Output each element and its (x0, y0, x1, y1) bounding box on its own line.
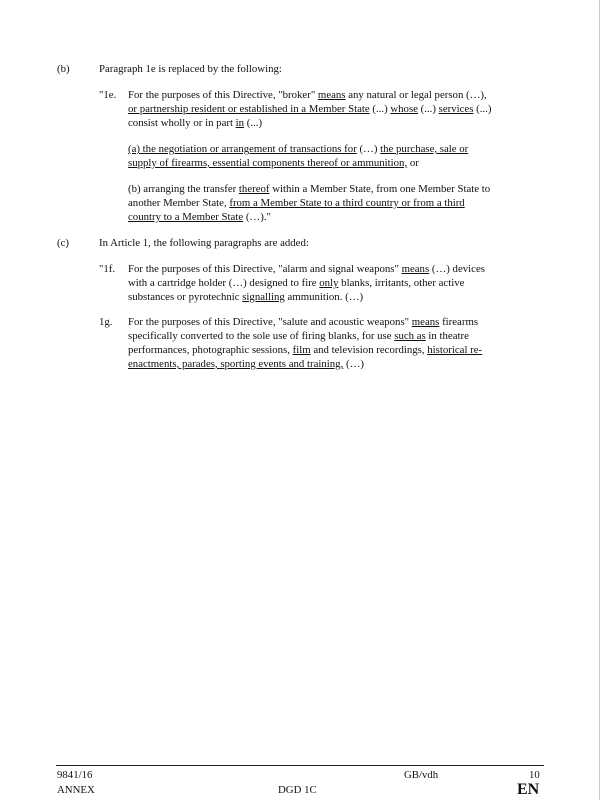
para-1e-line-1: For the purposes of this Directive, "broker" means any natural or legal person (…), (128, 89, 487, 101)
footer-initials: GB/vdh (404, 769, 439, 781)
para-1e-number: "1e. (99, 89, 117, 101)
para-1e-b-line-1: (b) arranging the transfer thereof within a Member State, from one Member State to (128, 183, 491, 195)
footer-rule (56, 765, 544, 766)
para-1f-number: "1f. (99, 263, 116, 275)
para-1f-line-2: with a cartridge holder (…) designed to fire only blanks, irritants, other active (128, 277, 465, 289)
para-1e-line-2: or partnership resident or established in a Member State (...) whose (...) services (...) (128, 103, 492, 115)
para-1e-a-line-1: (a) the negotiation or arrangement of transactions for (…) the purchase, sale or (128, 143, 469, 155)
section-b-heading: Paragraph 1e is replaced by the following: (99, 63, 282, 75)
para-1f-line-3: substances or pyrotechnic signalling ammunition. (…) (128, 291, 364, 303)
para-1f-line-1: For the purposes of this Directive, "alarm and signal weapons" means (…) devices (128, 263, 485, 275)
para-1g-line-2: specifically converted to the sole use of firing blanks, for use such as in theatre (128, 330, 469, 342)
footer-doc-number: 9841/16 (57, 769, 93, 781)
para-1g-line-3: performances, photographic sessions, film and television recordings, historical re- (128, 344, 483, 356)
para-1g-number: 1g. (99, 316, 113, 328)
para-1e-a-line-2: supply of firearms, essential components thereof or ammunition, or (128, 157, 419, 169)
para-1e-line-3: consist wholly or in part in (...) (128, 117, 263, 129)
footer-annex: ANNEX (57, 784, 95, 796)
footer-language: EN (517, 781, 540, 798)
footer-page-number: 10 (529, 769, 540, 781)
para-1g-line-1: For the purposes of this Directive, "salute and acoustic weapons" means firearms (128, 316, 479, 328)
para-1g-line-4: enactments, parades, sporting events and training, (…) (128, 358, 364, 370)
section-c-heading: In Article 1, the following paragraphs are added: (99, 237, 309, 249)
section-c-marker: (c) (57, 237, 69, 249)
section-b-marker: (b) (57, 63, 70, 75)
para-1e-b-line-3: country to a Member State (…)." (128, 211, 271, 223)
footer-dg: DGD 1C (278, 784, 317, 796)
para-1e-b-line-2: another Member State, from a Member State to a third country or from a third (128, 197, 465, 209)
